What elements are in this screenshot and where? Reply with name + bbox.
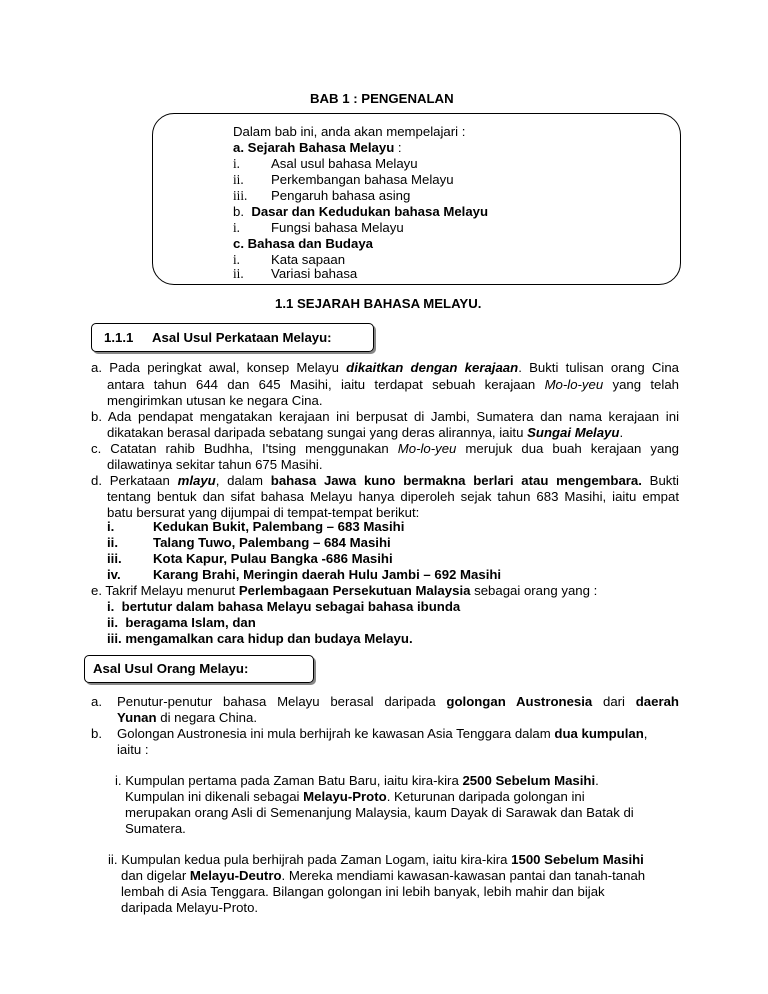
para-b-line-2: dikatakan berasal daripada sebatang sungai yang deras alirannya, iaitu Sungai Melayu. [107, 425, 624, 440]
group-1-line-2: Kumpulan ini dikenali sebagai Melayu-Proto. Keturunan daripada golongan ini [125, 789, 585, 804]
para-a-line-3: mengirimkan utusan ke negara Cina. [107, 393, 323, 408]
inscription-num: iii. [107, 551, 122, 566]
objective-a-item-num: i. [233, 156, 240, 171]
definition-item: ii. beragama Islam, dan [107, 615, 256, 630]
para-d-line-3: batu bersurat yang dijumpai di tempat-tempat berikut: [107, 505, 420, 520]
group-1-line-3: merupakan orang Asli di Semenanjung Malaysia, kaum Dayak di Sarawak dan Batak di [125, 805, 634, 820]
objective-b: b. Dasar dan Kedudukan bahasa Melayu [233, 204, 489, 219]
objective-b-item: Fungsi bahasa Melayu [271, 220, 404, 235]
subsection-number: 1.1.1 [104, 330, 134, 345]
orang-b-num: b. [91, 726, 102, 741]
group-2-line-3: lembah di Asia Tenggara. Bilangan golongan ini lebih banyak, lebih mahir dan bijak [121, 884, 605, 899]
subsection-title: Asal Usul Perkataan Melayu: [152, 330, 332, 345]
para-d-line-1: d. Perkataan mlayu, dalam bahasa Jawa kuno bermakna berlari atau mengembara. Bukti [91, 473, 679, 488]
section-title: 1.1 SEJARAH BAHASA MELAYU. [275, 296, 482, 311]
orang-a-line-1: Penutur-penutur bahasa Melayu berasal daripada golongan Austronesia dari daerah [117, 694, 679, 709]
objective-a-item-num: iii. [233, 188, 248, 203]
objective-a-item-num: ii. [233, 172, 244, 187]
para-b-line-1: b. Ada pendapat mengatakan kerajaan ini berpusat di Jambi, Sumatera dan nama kerajaan ini [91, 409, 679, 424]
para-c-line-1: c. Catatan rahib Budhha, I'tsing menggunakan Mo-lo-yeu merujuk dua buah kerajaan yang [91, 441, 679, 456]
definition-item: iii. mengamalkan cara hidup dan budaya Melayu. [107, 631, 413, 646]
group-2-line-4: daripada Melayu-Proto. [121, 900, 259, 915]
orang-b-line-1: Golongan Austronesia ini mula berhijrah ke kawasan Asia Tenggara dalam dua kumpulan, [117, 726, 648, 741]
objective-b-item-num: i. [233, 220, 240, 235]
objective-c-item: Kata sapaan [271, 252, 346, 267]
group-2-line-1: ii. Kumpulan kedua pula berhijrah pada Zaman Logam, iaitu kira-kira 1500 Sebelum Masihi [108, 852, 644, 867]
objectives-intro: Dalam bab ini, anda akan mempelajari : [233, 124, 466, 139]
group-2-line-2: dan digelar Melayu-Deutro. Mereka mendiami kawasan-kawasan pantai dan tanah-tanah [121, 868, 646, 883]
para-a-line-1: a. Pada peringkat awal, konsep Melayu dikaitkan dengan kerajaan. Bukti tulisan orang Cina [91, 360, 679, 375]
objective-c-item-num: i. [233, 252, 240, 267]
objective-a: a. Sejarah Bahasa Melayu : [233, 140, 402, 155]
inscription-item: Karang Brahi, Meringin daerah Hulu Jambi – 692 Masihi [153, 567, 502, 582]
inscription-item: Kedukan Bukit, Palembang – 683 Masihi [153, 519, 405, 534]
objective-c: c. Bahasa dan Budaya [233, 236, 373, 251]
para-a-line-2: antara tahun 644 dan 645 Masihi, iaitu terdapat sebuah kerajaan Mo-lo-yeu yang telah [107, 377, 679, 392]
inscription-num: iv. [107, 567, 121, 582]
orang-b-line-2: iaitu : [117, 742, 149, 757]
subsection-title-orang-melayu: Asal Usul Orang Melayu: [93, 661, 249, 676]
orang-a-num: a. [91, 694, 102, 709]
para-c-line-2: dilawatinya sekitar tahun 675 Masihi. [107, 457, 323, 472]
group-1-line-1: i. Kumpulan pertama pada Zaman Batu Baru, iaitu kira-kira 2500 Sebelum Masihi. [115, 773, 599, 788]
inscription-item: Kota Kapur, Pulau Bangka -686 Masihi [153, 551, 393, 566]
definition-item: i. bertutur dalam bahasa Melayu sebagai bahasa ibunda [107, 599, 461, 614]
inscription-item: Talang Tuwo, Palembang – 684 Masihi [153, 535, 391, 550]
chapter-heading: BAB 1 : PENGENALAN [310, 91, 454, 106]
objective-c-item: Variasi bahasa [271, 266, 358, 281]
objective-c-item-num: ii. [233, 266, 244, 281]
inscription-num: ii. [107, 535, 118, 550]
para-e-line-1: e. Takrif Melayu menurut Perlembagaan Persekutuan Malaysia sebagai orang yang : [91, 583, 598, 598]
objective-a-item: Asal usul bahasa Melayu [271, 156, 418, 171]
inscription-num: i. [107, 519, 115, 534]
group-1-line-4: Sumatera. [125, 821, 186, 836]
orang-a-line-2: Yunan di negara China. [117, 710, 258, 725]
para-d-line-2: tentang bentuk dan sifat bahasa Melayu hanya diperoleh sejak tahun 683 Masihi, iaitu empat [107, 489, 679, 504]
objective-a-item: Pengaruh bahasa asing [271, 188, 411, 203]
objective-a-item: Perkembangan bahasa Melayu [271, 172, 454, 187]
